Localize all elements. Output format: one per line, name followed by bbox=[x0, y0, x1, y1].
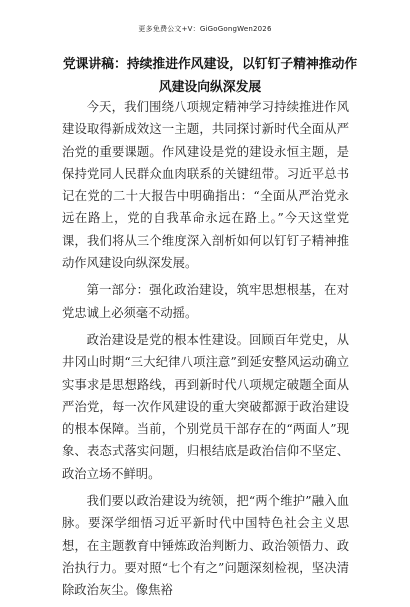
document-title: 党课讲稿：持续推进作风建设，以钉钉子精神推动作风建设向纵深发展 bbox=[62, 57, 358, 95]
paragraph-section-one-heading: 第一部分：强化政治建设，筑牢思想根基，在对党忠诚上必须毫不动摇。 bbox=[62, 283, 349, 320]
header-note: 更多免费公文+V：GiGoGongWen2026 bbox=[138, 25, 272, 33]
paragraph-two-maintains: 我们要以政治建设为统领，把“两个维护”融入血脉。要深学细悟习近平新时代中国特色社会主义思想，在主题教育中锤炼政治判断力、政治领悟力、政治执行力。要对照“七个有之”问题深刻检视，坚决清除政治灰尘。像焦裕 bbox=[62, 494, 349, 598]
paragraph-intro: 今天，我们围绕八项规定精神学习持续推进作风建设取得新成效这一主题，共同探讨新时代全面从严治党的重要课题。作风建设是党的建设永恒主题，是保持党同人民群众血肉联系的关键纽带。习近平总书记在党的二十大报告中明确指出：“全面从严治党永远在路上，党的自我革命永远在路上。”今天这堂党课，我们将从三个维度深入剖析如何以钉钉子精神推动作风建设向纵深发展。 bbox=[62, 100, 349, 271]
document-body bbox=[62, 96, 349, 607]
paragraph-political-building: 政治建设是党的根本性建设。回顾百年党史，从井冈山时期“三大纪律八项注意”到延安整风运动确立实事求是思想路线，再到新时代八项规定破题全面从严治党，每一次作风建设的重大突破都源于政治建设的根本保障。当前，个别党员干部存在的“两面人”现象、表态式落实问题，归根结底是政治信仰不坚定、政治立场不鲜明。 bbox=[62, 332, 349, 481]
